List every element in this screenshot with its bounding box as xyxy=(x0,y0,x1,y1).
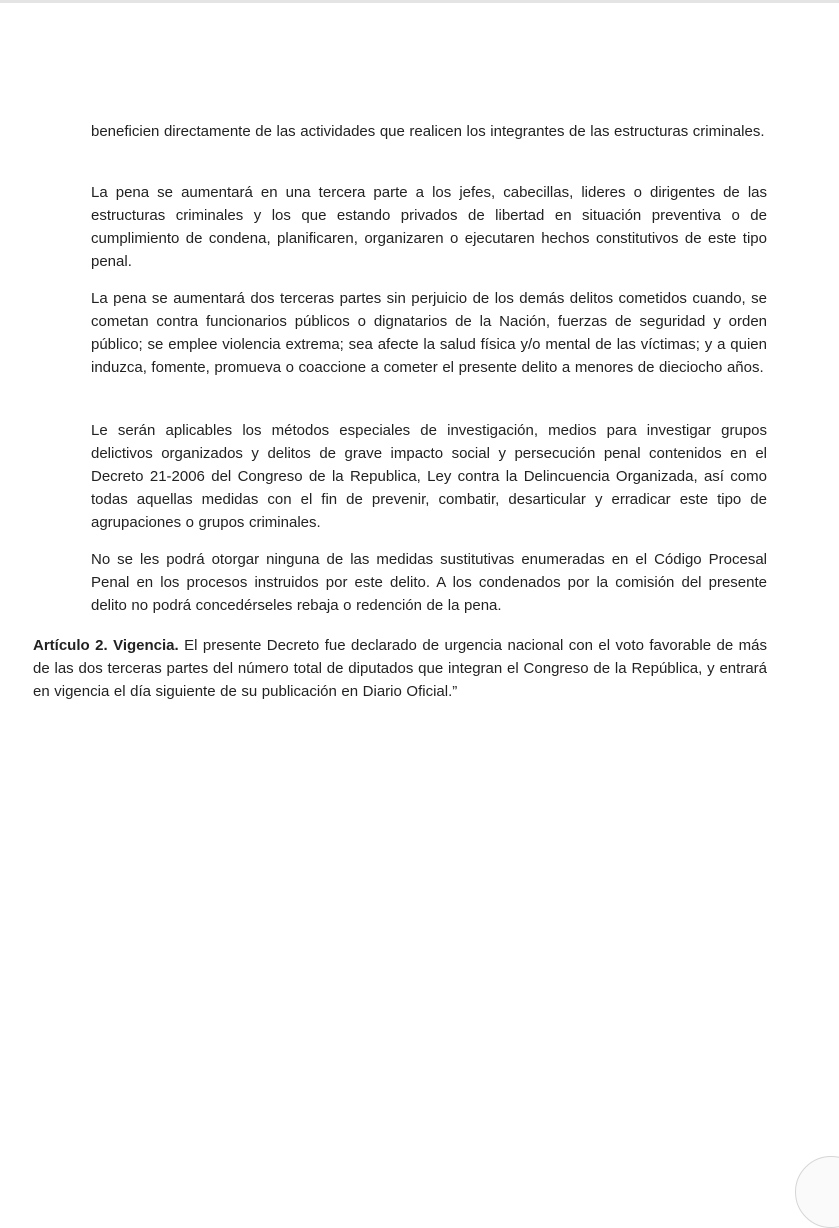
paragraph-penalty-leaders: La pena se aumentará en una tercera parte a los jefes, cabecillas, lideres o dirigentes de las estructuras criminales y los que estando privados de libertad en situación preventiva o de cumplimiento de condena, planificaren, organizaren o ejecutaren hechos constitutivos de este tipo penal. xyxy=(91,184,767,270)
article-2-vigencia xyxy=(33,634,767,703)
article-heading: Artículo 2. Vigencia. xyxy=(33,637,179,654)
article-text: El presente Decreto fue declarado de urgencia nacional con el voto favorable de más de las dos terceras partes del número total de diputados que integran el Congreso de la República, y entrará en vigencia el día siguiente de su publicación en Diario Oficial.” xyxy=(33,637,767,700)
paragraph-criminal-beneficiaries: beneficien directamente de las actividades que realicen los integrantes de las estructuras criminales. xyxy=(91,123,765,140)
paragraph-investigation-methods: Le serán aplicables los métodos especiales de investigación, medios para investigar grupos delictivos organizados y delitos de grave impacto social y persecución penal contenidos en el Decreto 21-2006 del Congreso de la Republica, Ley contra la Delincuencia Organizada, así como todas aquellas medidas con el fin de prevenir, combatir, desarticular y erradicar este tipo de agrupaciones o grupos criminales. xyxy=(91,422,767,531)
paragraph-no-substitute-measures: No se les podrá otorgar ninguna de las medidas sustitutivas enumeradas en el Código Procesal Penal en los procesos instruidos por este delito. A los condenados por la comisión del presente delito no podrá concedérseles rebaja o redención de la pena. xyxy=(91,551,767,614)
paragraph-penalty-aggravated: La pena se aumentará dos terceras partes sin perjuicio de los demás delitos cometidos cuando, se cometan contra funcionarios públicos o dignatarios de la Nación, fuerzas de seguridad y orden público; se emplee violencia extrema; sea afecte la salud física y/o mental de las víctimas; y a quien induzca, fomente, promueva o coaccione a cometer el presente delito a menores de dieciocho años. xyxy=(91,290,767,376)
